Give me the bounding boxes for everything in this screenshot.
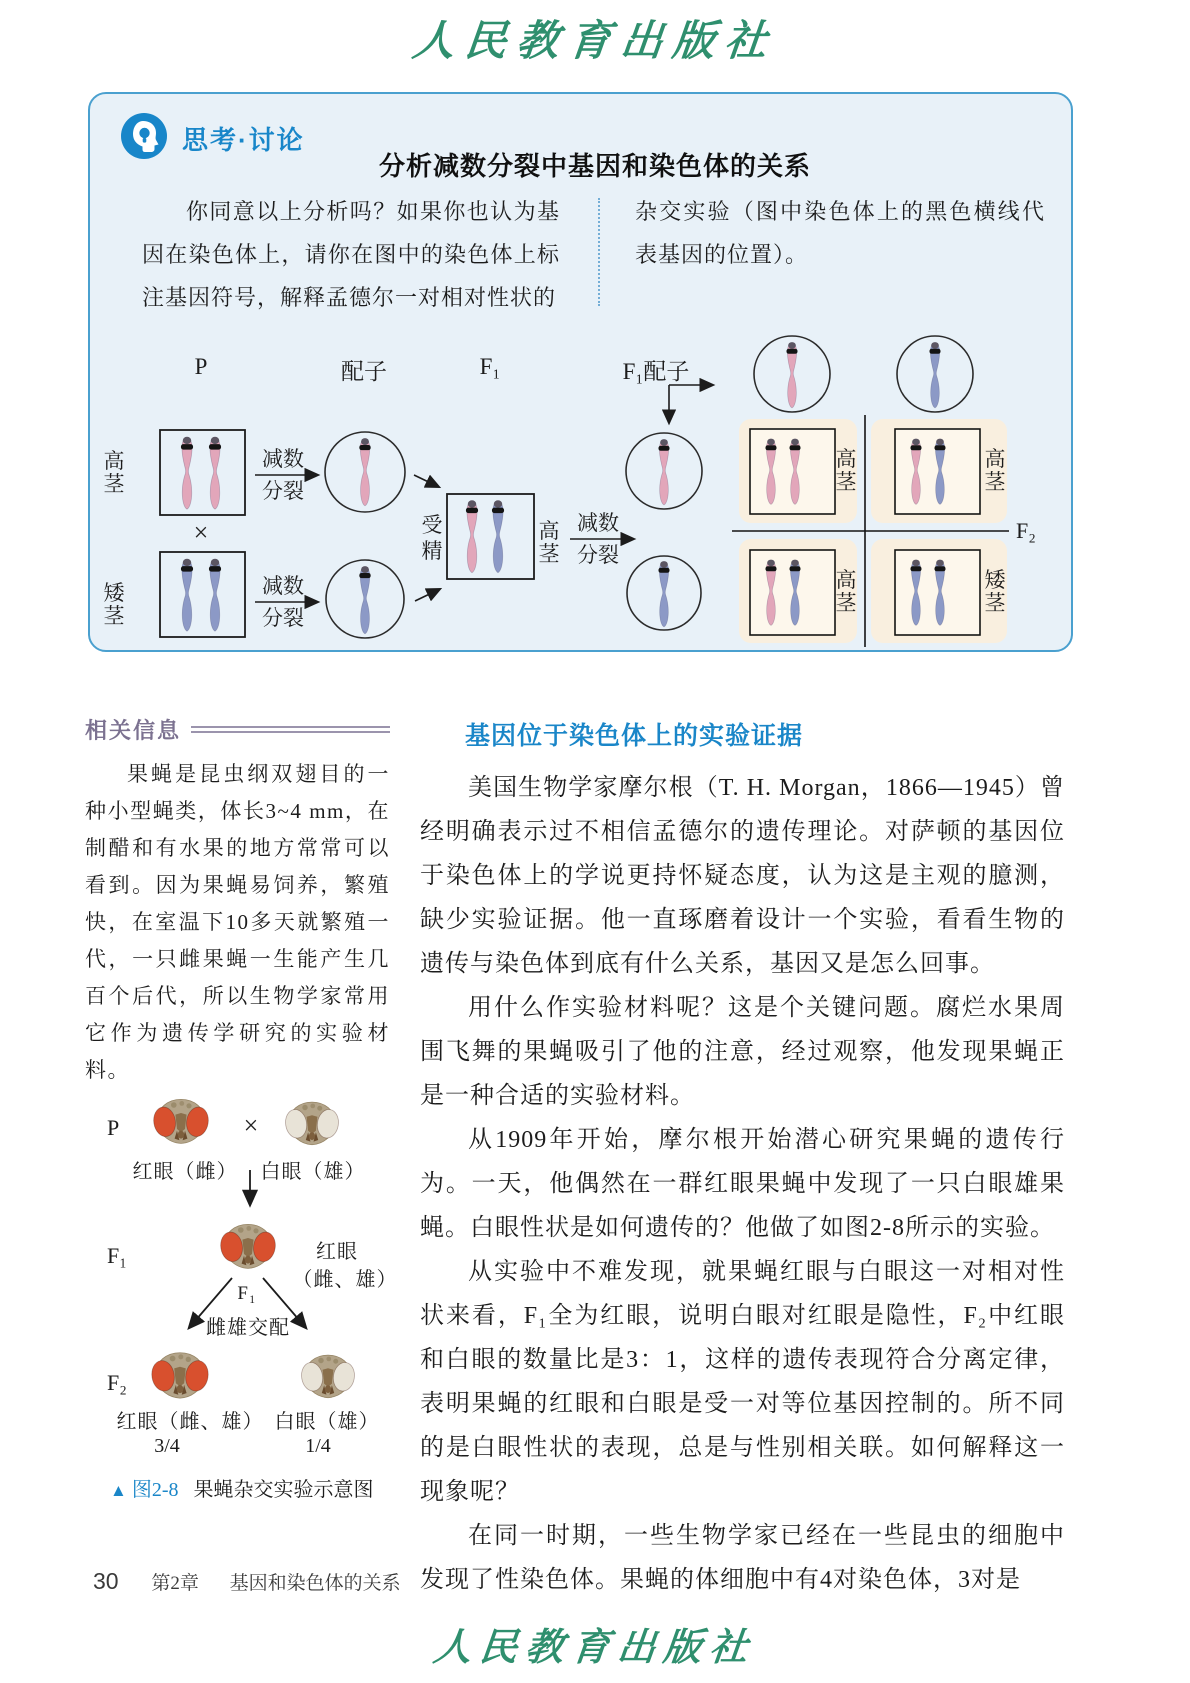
think-discuss-title: 分析减数分裂中基因和染色体的关系 <box>378 151 812 181</box>
parent-short-label: 矮茎 <box>103 581 125 628</box>
fertilization-label: 受精 <box>421 513 443 563</box>
paragraph: 美国生物学家摩尔根（T. H. Morgan，1866—1945）曾经明确表示过不相信孟德尔的遗传理论。对萨顿的基因位于染色体上的学说更持怀疑态度，认为这是主观的臆测，缺少实验证据。他一直琢磨着设计一个实验，看看生物的遗传与染色体到底有什么关系，基因又是怎么回事。 <box>420 775 1065 977</box>
f2-right-ratio: 1/4 <box>305 1435 331 1457</box>
f2-red-eye-fly-icon <box>147 1347 213 1403</box>
meiosis-label: 分裂 <box>577 543 619 567</box>
footer-chapter-title: 基因和染色体的关系 <box>229 1573 401 1594</box>
figure-caption-text: 果蝇杂交实验示意图 <box>193 1479 374 1501</box>
paragraph: 从实验中不难发现，就果蝇红眼与白眼这一对相对性状来看，F₁全为红眼，说明白眼对红眼是隐性，F₂中红眼和白眼的数量比是3：1，这样的遗传表现符合分离定律，表明果蝇的红眼和白眼是受一对等位基因控制的。所不同的是白眼性状的表现，总是与性别相关联。如何解释这一现象呢？ <box>420 1259 1065 1505</box>
meiosis-diagram-graphics <box>90 320 1071 650</box>
page-number: 30 <box>93 1568 119 1594</box>
footer-chapter: 第2章 <box>151 1573 199 1594</box>
figure-cross-symbol: × <box>243 1111 259 1140</box>
figure-caption-number: 图2-8 <box>131 1479 179 1501</box>
f2-white-eye-fly-icon <box>297 1351 359 1401</box>
f2-left-ratio: 3/4 <box>154 1435 180 1457</box>
meiosis-diagram <box>90 320 1071 650</box>
page-footer <box>93 1568 401 1595</box>
f1-zygote-box <box>447 494 534 579</box>
sidebar-header: 相关信息 <box>85 718 182 743</box>
sidebar-body: 果蝇是昆虫纲双翅目的一种小型蝇类，体长3~4 mm，在制醋和有水果的地方常常可以看到。因为果蝇易饲养，繁殖快，在室温下10多天就繁殖一代，一只雌果蝇一生能产生几百个后代，所以生物学家常用它作为遗传学研究的实验材料。 <box>85 762 390 1082</box>
punnett-phenotype-label: 矮茎 <box>984 568 1006 615</box>
punnett-phenotype-label: 高茎 <box>984 447 1006 494</box>
publisher-logo-bottom: 人民教育出版社 <box>431 1624 759 1669</box>
punnett-phenotype-label: 高茎 <box>835 568 857 615</box>
punnett-phenotype-label: 高茎 <box>835 447 857 494</box>
chromosome-icon <box>787 342 798 408</box>
fertilization-arrow <box>415 589 440 601</box>
f1-mating-label-line1: F₁ <box>237 1283 257 1304</box>
diagram-label-f1: F₁ <box>479 354 501 379</box>
prompt-left-column: 你同意以上分析吗？如果你也认为基因在染色体上，请你在图中的染色体上标注基因符号，解释孟德尔一对相对性状的 <box>142 199 560 310</box>
section-heading: 基因位于染色体上的实验证据 <box>465 722 804 750</box>
chromosome-icon <box>359 438 370 506</box>
f1-mating-label-line2: 雌雄交配 <box>206 1317 290 1339</box>
parent-tall-label: 高茎 <box>103 449 125 496</box>
f2-label: F₂ <box>1016 518 1036 543</box>
paragraph: 在同一时期，一些生物学家已经在一些昆虫的细胞中发现了性染色体。果蝇的体细胞中有4对染色体，3对是 <box>420 1523 1065 1593</box>
diagram-label-f1-gametes: F₁配子 <box>622 359 690 384</box>
chromosome-icon <box>209 437 221 509</box>
meiosis-label: 分裂 <box>262 479 304 503</box>
p-right-caption: 白眼（雄） <box>260 1161 366 1183</box>
f1-red-eye-fly-icon <box>216 1219 280 1273</box>
chromosome-icon <box>209 559 221 631</box>
figure-f2-label: F₂ <box>107 1370 127 1395</box>
f2-right-caption: 白眼（雄） <box>274 1411 380 1433</box>
fly-cross-figure <box>85 1085 398 1515</box>
chromosome-icon <box>181 437 193 509</box>
f2-left-caption: 红眼（雌、雄） <box>116 1411 264 1433</box>
chromosome-icon <box>930 342 941 408</box>
main-column <box>420 716 1065 1602</box>
meiosis-label: 减数 <box>262 447 304 471</box>
figure-caption-triangle-icon: ▲ <box>110 1481 127 1500</box>
chromosome-icon <box>659 561 670 627</box>
paragraph: 从1909年开始，摩尔根开始潜心研究果蝇的遗传行为。一天，他偶然在一群红眼果蝇中发现了一只白眼雄果蝇。白眼性状是如何遗传的？他做了如图2-8所示的实验。 <box>420 1127 1065 1241</box>
think-discuss-icon <box>120 112 168 160</box>
p-left-caption: 红眼（雌） <box>132 1161 238 1183</box>
diagram-label-p: P <box>194 354 208 379</box>
meiosis-label: 减数 <box>577 511 619 535</box>
figure-caption <box>110 1473 374 1502</box>
cross-symbol: × <box>193 518 209 547</box>
column-divider <box>598 198 600 306</box>
parent-tall-box <box>160 430 245 515</box>
figure-p-label: P <box>107 1115 120 1140</box>
think-discuss-box <box>88 92 1073 652</box>
white-eye-male-fly-icon <box>281 1098 343 1148</box>
chromosome-icon <box>659 439 670 505</box>
paragraph: 用什么作实验材料呢？这是个关键问题。腐烂水果周围飞舞的果蝇吸引了他的注意，经过观察，他发现果蝇正是一种合适的实验材料。 <box>420 995 1065 1109</box>
chromosome-icon <box>181 559 193 631</box>
red-eye-female-fly-icon <box>149 1094 213 1148</box>
chromosome-icon <box>492 500 504 572</box>
parent-short-box <box>160 552 245 637</box>
meiosis-label: 减数 <box>262 574 304 598</box>
sidebar-header-rule <box>191 726 390 733</box>
think-discuss-tag: 思考·讨论 <box>182 125 305 155</box>
f1-phenotype-label: 高茎 <box>538 519 560 566</box>
diagram-label-gametes: 配子 <box>341 359 387 384</box>
figure-f1-label: F₁ <box>107 1243 127 1268</box>
f1-caption-line2: （雌、雄） <box>292 1269 398 1291</box>
fertilization-arrow <box>414 475 439 487</box>
chromosome-icon <box>359 566 370 634</box>
sidebar-header-row <box>85 714 390 745</box>
f1-caption-line1: 红眼 <box>316 1241 358 1263</box>
meiosis-label: 分裂 <box>262 606 304 630</box>
publisher-logo-top: 人民教育出版社 <box>410 16 780 65</box>
prompt-right-column: 杂交实验（图中染色体上的黑色横线代表基因的位置）。 <box>635 199 1045 267</box>
chromosome-icon <box>466 500 478 572</box>
